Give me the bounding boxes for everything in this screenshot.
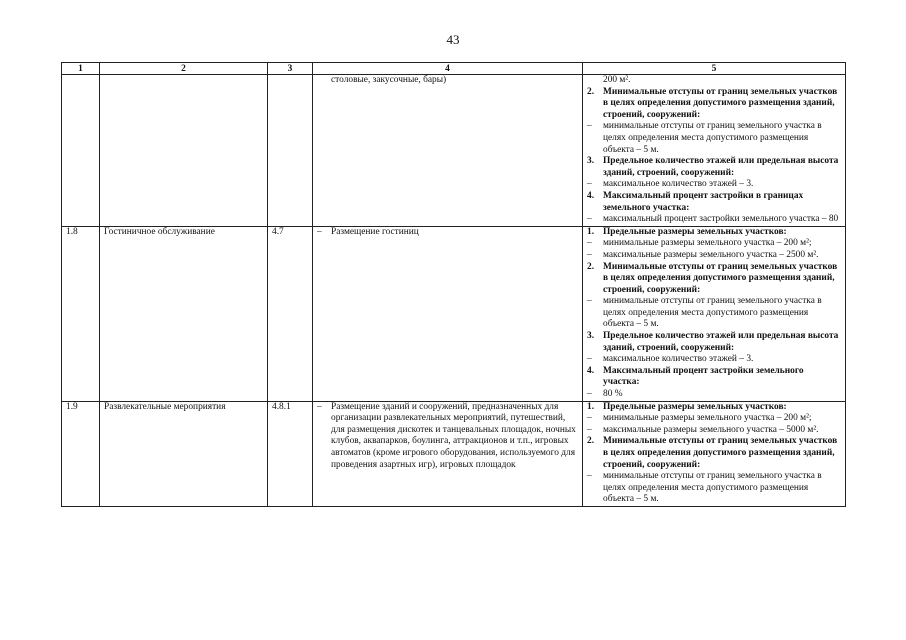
parameter-heading <box>587 87 841 122</box>
parameters-cell <box>583 75 846 227</box>
parameter-value <box>587 296 841 331</box>
parameter-value-text: максимальное количество этажей – 3. <box>603 354 754 365</box>
parameter-number: 2. <box>587 436 595 447</box>
dash-marker: – <box>587 296 592 307</box>
permitted-use-item <box>317 402 578 472</box>
parameter-value <box>587 75 841 87</box>
parameter-value-text: минимальные размеры земельного участка – 200 м²; <box>603 413 812 424</box>
parameter-heading-text: Предельные размеры земельных участков: <box>603 226 787 237</box>
zoning-table <box>61 62 846 507</box>
parameter-value-text: минимальные отступы от границ земельного участка в целях определения места допустимого размещения объекта – 5 м. <box>603 296 822 330</box>
header-row <box>62 63 846 75</box>
parameter-heading <box>587 227 841 239</box>
parameter-heading <box>587 402 841 414</box>
parameter-value-text: 200 м². <box>603 75 631 85</box>
dash-marker: – <box>317 401 322 412</box>
header-cell: 1 <box>62 63 100 75</box>
row-number-cell: 1.8 <box>62 226 100 401</box>
row-number-cell <box>62 75 100 227</box>
parameter-heading-text: Максимальный процент застройки в границах земельного участка: <box>603 190 804 213</box>
parameter-heading-text: Минимальные отступы от границ земельных участков в целях определения допустимого размещения зданий, строений, сооружений: <box>603 436 838 470</box>
header-cell: 4 <box>313 63 583 75</box>
parameter-heading-text: Максимальный процент застройки земельного участка: <box>603 365 804 388</box>
use-name-cell: Развлекательные мероприятия <box>100 401 268 506</box>
dash-marker <box>587 75 603 87</box>
dash-marker: – <box>587 413 592 424</box>
parameter-number: 4. <box>587 190 595 201</box>
parameter-heading <box>587 191 841 214</box>
parameter-value <box>587 413 841 425</box>
parameter-value <box>587 425 841 437</box>
row-number-cell: 1.9 <box>62 401 100 506</box>
parameter-heading-text: Минимальные отступы от границ земельных участков в целях определения допустимого размещения зданий, строений, сооружений: <box>603 86 838 120</box>
use-code-cell: 4.8.1 <box>268 401 313 506</box>
parameters-cell <box>583 226 846 401</box>
parameter-heading <box>587 436 841 471</box>
parameter-number: 4. <box>587 365 595 376</box>
parameter-value-text: максимальные размеры земельного участка – 2500 м². <box>603 249 819 260</box>
parameter-heading <box>587 331 841 354</box>
parameter-number: 2. <box>587 86 595 97</box>
parameter-value <box>587 250 841 262</box>
dash-marker: – <box>317 226 322 237</box>
parameter-number: 1. <box>587 226 595 237</box>
parameter-value-text: максимальный процент застройки земельного участка – 80 <box>603 214 839 225</box>
dash-marker: – <box>587 238 592 249</box>
parameter-value-text: максимальное количество этажей – 3. <box>603 179 754 190</box>
table-row <box>62 75 846 227</box>
parameter-value <box>587 354 841 366</box>
permitted-uses-cell <box>313 226 583 401</box>
use-name-cell <box>100 75 268 227</box>
permitted-use-text: столовые, закусочные, бары) <box>331 75 447 85</box>
parameter-value-text: минимальные отступы от границ земельного участка в целях определения места допустимого размещения объекта – 5 м. <box>603 471 822 505</box>
dash-marker: – <box>587 424 592 435</box>
permitted-uses-cell <box>313 401 583 506</box>
table-row <box>62 226 846 401</box>
dash-marker: – <box>587 471 592 482</box>
parameter-value-text: максимальные размеры земельного участка – 5000 м². <box>603 424 819 435</box>
dash-marker: – <box>587 249 592 260</box>
parameter-number: 3. <box>587 156 595 167</box>
header-cell: 3 <box>268 63 313 75</box>
permitted-use-item <box>331 75 578 87</box>
parameter-value <box>587 179 841 191</box>
parameter-value <box>587 214 841 226</box>
use-code-cell <box>268 75 313 227</box>
parameter-number: 3. <box>587 331 595 342</box>
parameter-heading <box>587 262 841 297</box>
parameter-heading-text: Предельное количество этажей или предельная высота зданий, строений, сооружений: <box>603 331 839 353</box>
parameter-value <box>587 238 841 250</box>
parameter-number: 1. <box>587 401 595 412</box>
header-cell: 2 <box>100 63 268 75</box>
parameter-value <box>587 121 841 156</box>
dash-marker: – <box>587 121 592 132</box>
use-code-cell: 4.7 <box>268 226 313 401</box>
parameter-heading-text: Минимальные отступы от границ земельных участков в целях определения допустимого размещения зданий, строений, сооружений: <box>603 261 838 295</box>
permitted-use-text: Размещение зданий и сооружений, предназначенных для организации развлекательных мероприятий, путешествий, для размещения дискотек и танцевальных площадок, ночных клубов, аквапарков, боулинга, аттракционов и т.п., игровых автоматов (кроме игрового оборудования, используемого для проведения азартных игр), игровых площадок <box>331 401 576 470</box>
parameter-heading <box>587 366 841 389</box>
parameter-heading <box>587 156 841 179</box>
permitted-use-item <box>317 227 578 239</box>
dash-marker: – <box>587 354 592 365</box>
use-name-cell: Гостиничное обслуживание <box>100 226 268 401</box>
parameter-value-text: минимальные отступы от границ земельного участка в целях определения места допустимого размещения объекта – 5 м. <box>603 121 822 155</box>
parameter-value <box>587 471 841 506</box>
page-number: 43 <box>446 32 460 47</box>
dash-marker: – <box>587 389 592 400</box>
dash-marker: – <box>587 179 592 190</box>
header-cell: 5 <box>583 63 846 75</box>
parameter-heading-text: Предельные размеры земельных участков: <box>603 401 787 412</box>
dash-marker: – <box>587 214 592 225</box>
permitted-use-text: Размещение гостиниц <box>331 226 419 237</box>
parameter-value-text: минимальные размеры земельного участка – 200 м²; <box>603 238 812 249</box>
table-row <box>62 401 846 506</box>
parameter-value-text: 80 % <box>603 389 623 400</box>
parameter-value <box>587 389 841 401</box>
parameters-cell <box>583 401 846 506</box>
permitted-uses-cell <box>313 75 583 227</box>
parameter-heading-text: Предельное количество этажей или предельная высота зданий, строений, сооружений: <box>603 156 839 178</box>
parameter-number: 2. <box>587 261 595 272</box>
